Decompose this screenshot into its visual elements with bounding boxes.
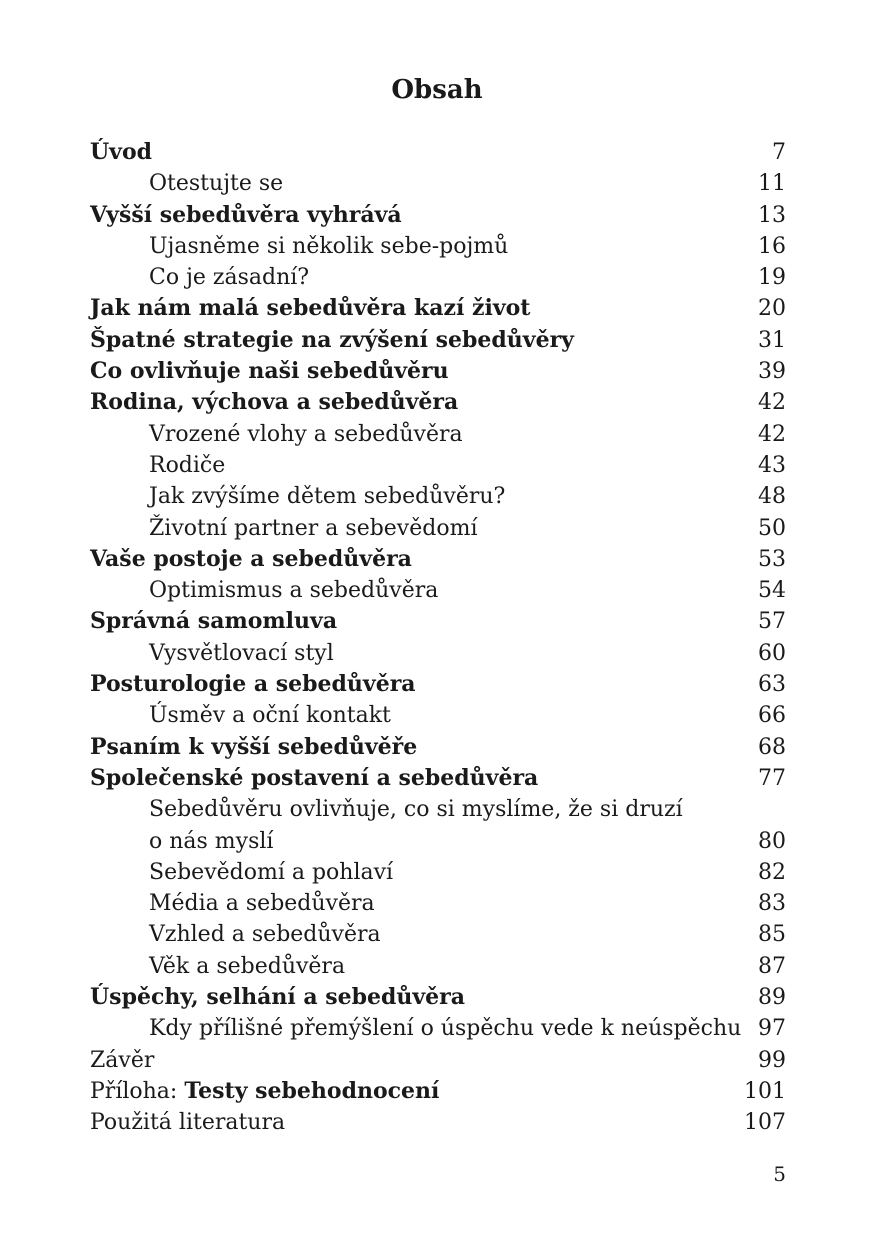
toc-entry-title (149, 857, 393, 888)
toc-entry-page: 87 (758, 953, 786, 979)
toc-entry-label: Použitá literatura (90, 1110, 286, 1136)
toc-entry-label: Kdy přílišné přemýšlení o úspěchu vede k neúspěchu (149, 1016, 742, 1042)
toc-entry-label: Jak zvýšíme dětem sebedůvěru? (149, 484, 506, 510)
toc-entry-page: 66 (758, 703, 786, 729)
toc-entry-page: 68 (758, 734, 786, 760)
toc-entry (90, 481, 786, 512)
toc-entry (90, 419, 786, 450)
toc-entry-title (90, 1107, 285, 1138)
page-number: 5 (773, 1162, 786, 1186)
table-of-contents (90, 137, 786, 1139)
toc-entry-title (149, 231, 508, 262)
toc-entry-label: Co ovlivňuje naši sebedůvěru (90, 358, 449, 385)
toc-entry-label: o nás myslí (149, 828, 274, 854)
toc-entry-page: 99 (758, 1047, 786, 1073)
toc-entry-label: Vysvětlovací styl (149, 640, 334, 666)
toc-entry (90, 387, 786, 418)
toc-entry-title (149, 575, 438, 606)
toc-entry-page: 43 (758, 452, 786, 478)
toc-entry-title (149, 638, 334, 669)
toc-entry-page: 19 (758, 265, 786, 291)
toc-entry-label: Úvod (90, 139, 153, 165)
toc-entry-label: Vyšší sebedůvěra vyhrává (90, 201, 402, 228)
toc-entry (90, 1045, 786, 1076)
toc-entry (90, 575, 786, 606)
toc-entry-title (90, 1045, 154, 1076)
toc-entry-title (149, 513, 478, 544)
toc-entry-page: 53 (758, 546, 786, 572)
toc-entry-label: Rodina, výchova a sebedůvěra (90, 389, 459, 416)
toc-entry (90, 763, 786, 794)
toc-entry-page: 57 (758, 609, 786, 635)
toc-entry (90, 606, 786, 637)
toc-entry-title (90, 387, 458, 418)
toc-entry (90, 231, 786, 262)
toc-entry-page: 20 (758, 296, 786, 322)
toc-entry-label: Ujasněme si několik sebe-pojmů (149, 233, 509, 259)
toc-entry-label-strong: Testy sebehodnocení (184, 1077, 440, 1104)
toc-entry (90, 982, 786, 1013)
toc-entry-label: Sebedůvěru ovlivňuje, co si myslíme, že si druzí (149, 797, 683, 823)
toc-entry-label: Správná samomluva (90, 608, 338, 635)
toc-entry-title (149, 888, 375, 919)
toc-entry (90, 857, 786, 888)
toc-entry-title (90, 606, 337, 637)
toc-entry-label: Psaním k vyšší sebedůvěře (90, 733, 418, 760)
toc-entry-page: 48 (758, 484, 786, 510)
toc-entry-page: 11 (758, 171, 786, 197)
toc-entry-title (90, 293, 530, 324)
toc-entry (90, 168, 786, 199)
toc-entry (90, 513, 786, 544)
toc-entry-page: 97 (758, 1016, 786, 1042)
toc-entry (90, 356, 786, 387)
toc-entry-page: 63 (758, 672, 786, 698)
toc-entry (90, 732, 786, 763)
toc-entry-title (149, 919, 381, 950)
toc-entry-page: 39 (758, 359, 786, 385)
toc-entry-title (90, 544, 412, 575)
toc-entry-label: Vaše postoje a sebedůvěra (90, 545, 412, 572)
toc-entry (90, 888, 786, 919)
toc-entry-page: 42 (758, 421, 786, 447)
toc-entry-page: 89 (758, 985, 786, 1011)
toc-entry-title (90, 137, 152, 168)
toc-entry-title (149, 450, 225, 481)
toc-entry-page: 77 (758, 765, 786, 791)
toc-entry-label: Otestujte se (149, 171, 284, 197)
toc-entry (90, 293, 786, 324)
toc-entry-label: Jak nám malá sebedůvěra kazí život (90, 295, 531, 322)
toc-entry (90, 669, 786, 700)
toc-entry-label: Rodiče (149, 452, 226, 478)
toc-entry-label: Úsměv a oční kontakt (149, 703, 391, 729)
toc-entry-page: 7 (772, 140, 786, 165)
toc-entry-title (149, 951, 345, 982)
toc-entry-title (149, 419, 463, 450)
toc-entry-label: Špatné strategie na zvýšení sebedůvěry (90, 326, 574, 353)
toc-entry-label: Média a sebedůvěra (149, 891, 375, 917)
toc-entry-page: 85 (758, 922, 786, 948)
toc-entry-label: Závěr (90, 1047, 155, 1073)
toc-entry-title (149, 826, 273, 857)
toc-entry-label: Optimismus a sebedůvěra (149, 578, 439, 604)
toc-entry (90, 826, 786, 857)
toc-entry-title (90, 669, 416, 700)
toc-entry-title (149, 700, 391, 731)
toc-entry-page: 13 (758, 202, 786, 228)
toc-entry-page: 80 (758, 828, 786, 854)
toc-entry (90, 794, 786, 825)
toc-entry-label: Společenské postavení a sebedůvěra (90, 764, 539, 791)
toc-entry-label: Co je zásadní? (149, 265, 310, 291)
toc-entry-label: Příloha: (90, 1078, 185, 1104)
toc-entry (90, 700, 786, 731)
toc-entry (90, 1076, 786, 1107)
toc-entry (90, 1107, 786, 1138)
toc-entry (90, 544, 786, 575)
toc-entry-title (90, 982, 465, 1013)
toc-entry-title (149, 262, 309, 293)
toc-entry-title (90, 1076, 439, 1107)
toc-entry (90, 638, 786, 669)
toc-entry-label: Vzhled a sebedůvěra (149, 922, 381, 948)
toc-entry-page: 50 (758, 515, 786, 541)
toc-entry (90, 951, 786, 982)
toc-entry-title (90, 732, 417, 763)
toc-entry (90, 200, 786, 231)
toc-entry-title (90, 763, 538, 794)
toc-entry-title (149, 1013, 741, 1044)
toc-entry-label: Sebevědomí a pohlaví (149, 859, 394, 885)
toc-entry-label: Posturologie a sebedůvěra (90, 671, 416, 698)
toc-entry-page: 54 (758, 578, 786, 604)
toc-entry (90, 450, 786, 481)
toc-entry-page: 16 (758, 233, 786, 259)
toc-entry-title (149, 794, 683, 825)
toc-entry-page: 31 (758, 327, 786, 353)
toc-entry-title (90, 325, 574, 356)
toc-entry-label: Životní partner a sebevědomí (149, 515, 478, 541)
page-title: Obsah (391, 75, 483, 105)
toc-entry-label: Věk a sebedůvěra (149, 953, 346, 979)
toc-entry-page: 60 (758, 640, 786, 666)
toc-entry-page: 107 (744, 1110, 786, 1136)
toc-entry-label: Vrozené vlohy a sebedůvěra (149, 421, 463, 447)
toc-entry-page: 83 (758, 891, 786, 917)
toc-entry (90, 137, 786, 168)
toc-entry-title (90, 356, 449, 387)
toc-entry-title (149, 481, 505, 512)
toc-entry (90, 1013, 786, 1044)
toc-entry (90, 919, 786, 950)
toc-entry-page: 101 (744, 1078, 786, 1104)
toc-entry-label: Úspěchy, selhání a sebedůvěra (90, 984, 466, 1011)
toc-entry (90, 325, 786, 356)
toc-entry-title (90, 200, 402, 231)
toc-entry (90, 262, 786, 293)
toc-entry-page: 82 (758, 859, 786, 885)
toc-entry-page: 42 (758, 390, 786, 416)
toc-entry-title (149, 168, 283, 199)
